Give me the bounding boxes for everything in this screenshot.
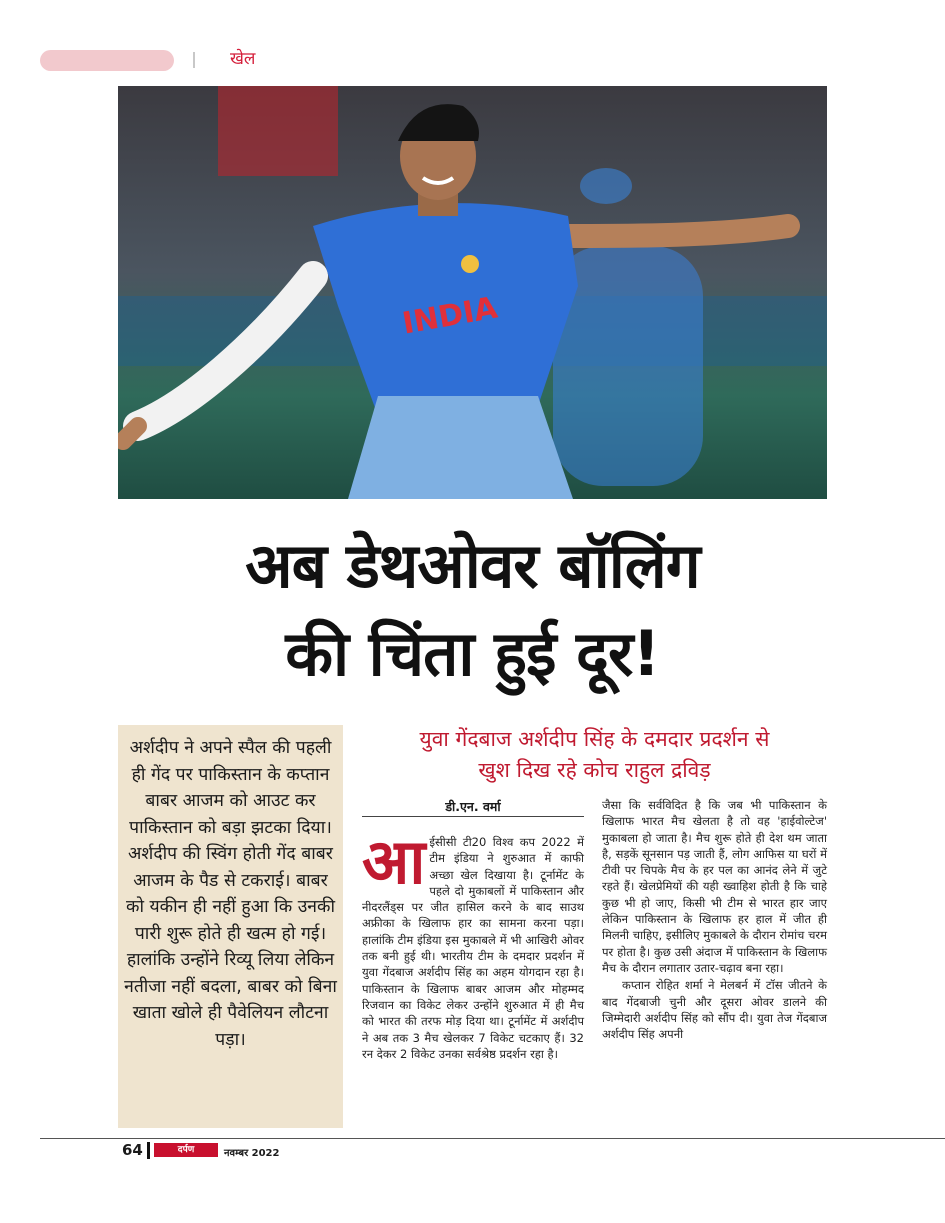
byline-rule (362, 816, 584, 817)
subheadline (362, 724, 827, 786)
article-column-2-paragraph-2: कप्तान रोहित शर्मा ने मेलबर्न में टॉस जीतने के बाद गेंदबाजी चुनी और दूसरा ओवर डालने की जिम्मेदारी अर्शदीप सिंह को सौंप दी। युवा तेज गेंदबाज अर्शदीप सिंह अपनी (602, 978, 827, 1042)
magazine-logo: दर्पण (154, 1143, 218, 1157)
headline-line-2: की चिंता हुई दूर! (285, 617, 660, 690)
drop-cap: आ (362, 825, 426, 898)
section-label: खेल (230, 49, 256, 69)
pullquote-box (118, 725, 343, 1128)
footer-rule (40, 1138, 945, 1139)
header-divider (193, 52, 195, 68)
cricketer-illustration (118, 86, 827, 499)
subheadline-line-2: खुश दिख रहे कोच राहुल द्रविड़ (478, 758, 711, 782)
issue-date: नवम्बर 2022 (224, 1148, 280, 1159)
subheadline-line-1: युवा गेंदबाज अर्शदीप सिंह के दमदार प्रदर्शन से (419, 727, 770, 751)
article-column-2 (602, 797, 827, 1042)
pullquote-text: अर्शदीप ने अपने स्पैल की पहली ही गेंद पर पाकिस्तान के कप्तान बाबर आजम को आउट कर पाकिस्तान को बड़ा झटका दिया। अर्शदीप की स्विंग होती गेंद बाबर आजम के पैड से टकराई। बाबर को यकीन ही नहीं हुआ कि उनकी पारी शुरू होते ही खत्म हो गई। हालांकि उन्होंने रिव्यू लिया लेकिन नतीजा नहीं बदला, बाबर को बिना खाता खोले ही पैवेलियन लौटना पड़ा। (124, 738, 337, 1050)
section-pill (40, 50, 174, 71)
page-number: 64 (122, 1141, 143, 1159)
article-column-1 (362, 825, 584, 1062)
jersey-text: INDIA (399, 290, 501, 342)
byline: डी.एन. वर्मा (445, 799, 501, 814)
headline-line-1: अब डेथओवर बॉलिंग (245, 529, 700, 602)
footer-divider (147, 1142, 150, 1159)
article-column-1-text: ईसीसी टी20 विश्व कप 2022 में टीम इंडिया ने शुरुआत में काफी अच्छा खेल दिखाया है। टूर्नामेंट के पहले दो मुकाबलों में पाकिस्तान और नीदरलैंड्स पर जीत हासिल करने के बाद साउथ अफ्रीका के खिलाफ हार का सामना करना पड़ा। हालांकि टीम इंडिया इस मुकाबले में भी आखिरी ओवर तक बनी हुई थी। भारतीय टीम के दमदार प्रदर्शन में युवा गेंदबाज अर्शदीप सिंह का अहम योगदान रहा है। पाकिस्तान के खिलाफ बाबर आजम और मोहम्मद रिजवान का विकेट लेकर उन्होंने शुरुआत में ही मैच को भारत की तरफ मोड़ दिया था। टूर्नामेंट में अर्शदीप ने अब तक 3 मैच खेलकर 7 विकेट चटकाए हैं। 32 रन देकर 2 विकेट उनका सर्वश्रेष्ठ प्रदर्शन रहा है। (362, 835, 584, 1061)
article-column-2-paragraph-1: जैसा कि सर्वविदित है कि जब भी पाकिस्तान के खिलाफ भारत मैच खेलता है तो वह 'हाईवोल्टेज' मुकाबला हो जाता है। मैच शुरू होते ही देश थम जाता है, सड़कें सूनसान पड़ जाती हैं, लोग आफिस या घरों में टीवी पर चिपके मैच के हर पल का आनंद लेने में जुटे रहते हैं। खेलप्रेमियों की यही ख्वाहिश होती है कि चाहे कुछ भी हो जाए, किसी भी टीम से भारत हार जाए लेकिन पाकिस्तान के खिलाफ हर हाल में जीत ही मिलनी चाहिए, इसीलिए मुकाबले के दौरान रोमांच चरम पर होता है। कुछ उसी अंदाज में पाकिस्तान के खिलाफ मैच के दौरान लगातार उतार-चढ़ाव बना रहा। (602, 798, 827, 975)
hero-photo (118, 86, 827, 499)
